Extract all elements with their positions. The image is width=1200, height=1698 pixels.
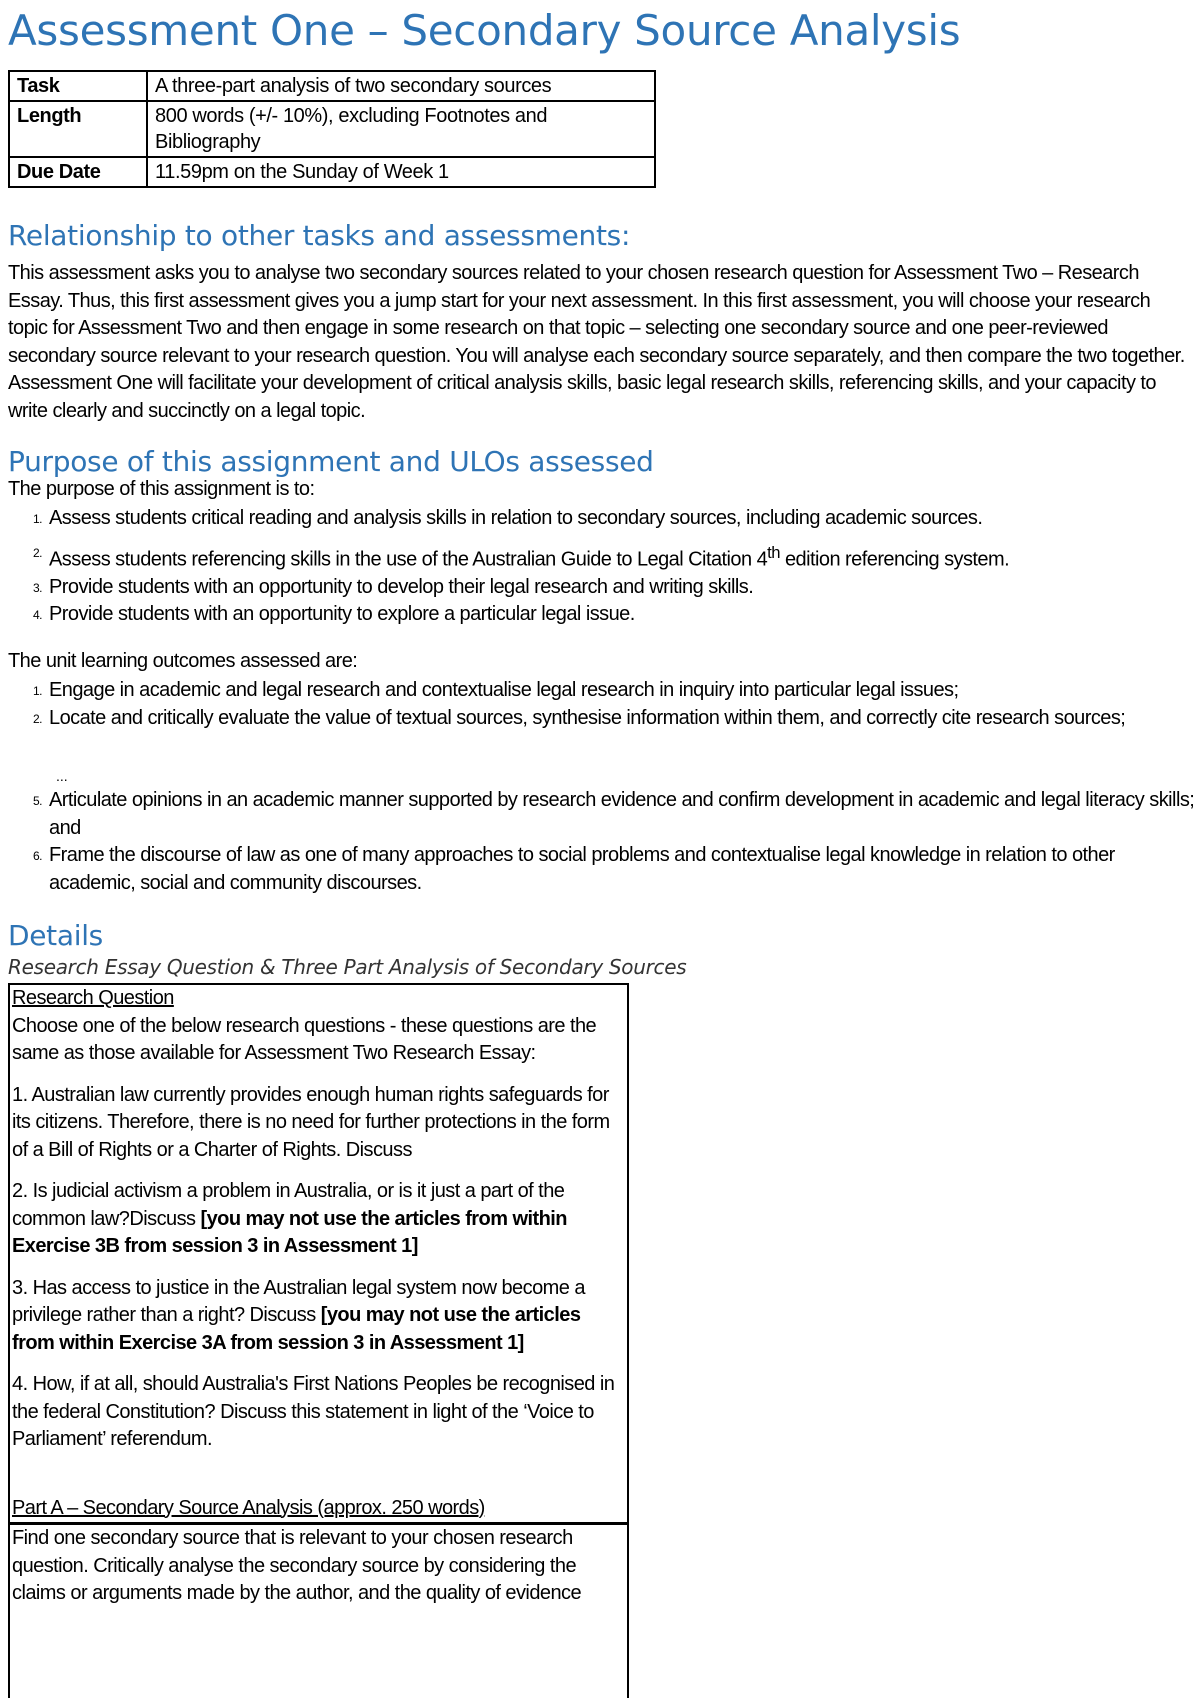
question-2 <box>10 1178 627 1261</box>
list-item <box>0 705 1195 733</box>
question-3 <box>10 1275 627 1358</box>
question-restriction: [you may not use the articles from within Exercise 3B from session 3 in Assessment 1] <box>12 1207 567 1257</box>
list-text: edition referencing system. <box>779 548 1010 571</box>
question-1: 1. Australian law currently provides enough human rights safeguards for its citizens. Therefore, there is no need for further protections in the form of a Bill of Rights or a Charter of Rights. Discuss <box>12 1083 610 1161</box>
ulo-intro: The unit learning outcomes assessed are: <box>8 650 358 672</box>
list-item <box>0 842 1195 897</box>
details-heading: Details <box>8 919 103 952</box>
list-text: Assess students critical reading and analysis skills in relation to secondary sources, including academic sources. <box>49 507 983 529</box>
list-number: 1. <box>33 512 42 526</box>
list-text: Engage in academic and legal research and contextualise legal research in inquiry into particular legal issues; <box>49 679 959 701</box>
research-question-intro: Choose one of the below research questions - these questions are the same as those available for Assessment Two Research Essay: <box>12 1014 597 1064</box>
table-row <box>9 71 655 101</box>
details-subheading: Research Essay Question & Three Part Analysis of Secondary Sources <box>8 955 687 979</box>
list-number: 4. <box>33 608 42 623</box>
question-text: 2. Is judicial activism a problem in Australia, or is it just a part of the common law?Discuss <box>12 1180 565 1230</box>
relationship-paragraph: This assessment asks you to analyse two secondary sources related to your chosen research question for Assessment Two – Research Essay. Thus, this first assessment gives you a jump start for your next assessment. In this first assessment, you will choose your research topic for Assessment Two and then engage in some research on that topic – selecting one secondary source and one peer-reviewed secondary source relevant to your research question. You will analyse each secondary source separately, and then compare the two together. Assessment One will facilitate your development of critical analysis skills, basic legal research skills, referencing skills, and your capacity to write clearly and succinctly on a legal topic. <box>8 262 1185 422</box>
question-restriction: [you may not use the articles from within Exercise 3A from session 3 in Assessment 1] <box>12 1304 581 1354</box>
list-item <box>0 505 1195 533</box>
purpose-list <box>0 505 1195 629</box>
relationship-heading: Relationship to other tasks and assessments: <box>8 219 631 252</box>
info-value: A three-part analysis of two secondary sources <box>147 71 655 101</box>
list-item <box>0 574 1195 602</box>
purpose-intro: The purpose of this assignment is to: <box>8 478 315 500</box>
part-a-title: Part A – Secondary Source Analysis (approx. 250 words) <box>12 1496 485 1519</box>
ulo-list-continued <box>0 787 1195 897</box>
list-text: Provide students with an opportunity to develop their legal research and writing skills. <box>49 575 754 598</box>
info-value: 800 words (+/- 10%), excluding Footnotes and Bibliography <box>147 101 655 157</box>
list-text: Articulate opinions in an academic manner supported by research evidence and confirm development in academic and legal literacy skills; and <box>49 789 1195 839</box>
table-row <box>9 101 655 157</box>
list-text: Frame the discourse of law as one of many approaches to social problems and contextualise legal knowledge in relation to other academic, social and community discourses. <box>49 844 1115 894</box>
list-number: 2. <box>33 545 42 560</box>
list-item <box>0 601 1195 629</box>
info-key: Due Date <box>9 157 147 187</box>
list-number: 1. <box>33 684 42 698</box>
list-text: Provide students with an opportunity to explore a particular legal issue. <box>49 603 635 626</box>
page-title: Assessment One – Secondary Source Analysis <box>8 6 961 55</box>
list-item <box>0 787 1195 842</box>
list-item <box>0 539 1195 574</box>
list-number: 3. <box>33 580 42 595</box>
ulo-ellipsis: ... <box>56 768 68 784</box>
assessment-info-table <box>8 70 656 188</box>
part-a-body: Find one secondary source that is relevant to your chosen research question. Critically analyse the secondary source by considering the claims or arguments made by the author, and the quality of evidence <box>12 1527 582 1604</box>
table-row <box>9 157 655 187</box>
question-4: 4. How, if at all, should Australia's First Nations Peoples be recognised in the federal Constitution? Discuss this statement in light of the ‘Voice to Parliament’ referendum. <box>12 1373 615 1450</box>
info-key: Task <box>9 71 147 101</box>
info-value: 11.59pm on the Sunday of Week 1 <box>147 157 655 187</box>
list-number: 2. <box>33 711 42 726</box>
research-question-title: Research Question <box>12 987 174 1009</box>
list-text: Locate and critically evaluate the value of textual sources, synthesise information within them, and correctly cite research sources; <box>49 706 1126 729</box>
list-number: 6. <box>33 849 42 863</box>
list-text: Assess students referencing skills in the use of the Australian Guide to Legal Citation 4 <box>49 548 768 571</box>
question-text: 3. Has access to justice in the Australian legal system now become a privilege rather than a right? Discuss <box>12 1276 585 1326</box>
purpose-heading: Purpose of this assignment and ULOs assessed <box>8 445 654 478</box>
list-item <box>0 677 1195 705</box>
superscript: th <box>767 542 780 562</box>
research-question-box <box>8 983 629 1698</box>
info-key: Length <box>9 101 147 157</box>
list-number: 5. <box>33 794 42 808</box>
ulo-list <box>0 677 1195 732</box>
